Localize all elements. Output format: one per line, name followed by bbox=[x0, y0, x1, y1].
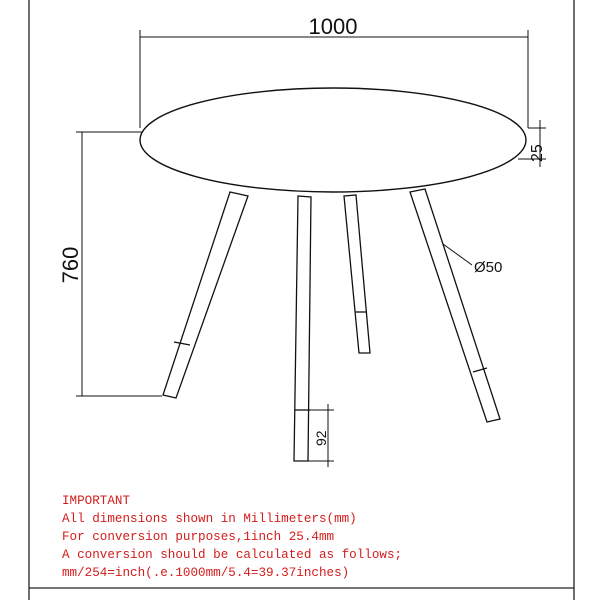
leg-back-right bbox=[344, 195, 370, 353]
leg-diameter-label: Ø50 bbox=[474, 259, 503, 276]
table-legs bbox=[163, 189, 503, 461]
notes-line: mm/254=inch(.e.1000mm/5.4=39.37inches) bbox=[62, 566, 350, 580]
height-label: 760 bbox=[58, 246, 83, 284]
notes-line: A conversion should be calculated as follows; bbox=[62, 548, 403, 562]
leg-front-right bbox=[410, 189, 503, 422]
notes-line: All dimensions shown in Millimeters(mm) bbox=[62, 512, 357, 526]
conversion-notes bbox=[62, 492, 542, 582]
table-top bbox=[140, 88, 526, 192]
top-thickness-label: 25 bbox=[529, 144, 546, 162]
notes-heading: IMPORTANT bbox=[62, 494, 131, 508]
foot-height-label: 92 bbox=[313, 430, 329, 446]
width-label: 1000 bbox=[308, 14, 358, 39]
notes-line: For conversion purposes,1inch 25.4mm bbox=[62, 530, 335, 544]
leg-back-left bbox=[294, 196, 311, 461]
height-dimension bbox=[76, 132, 162, 396]
leg-front-left bbox=[163, 192, 248, 398]
